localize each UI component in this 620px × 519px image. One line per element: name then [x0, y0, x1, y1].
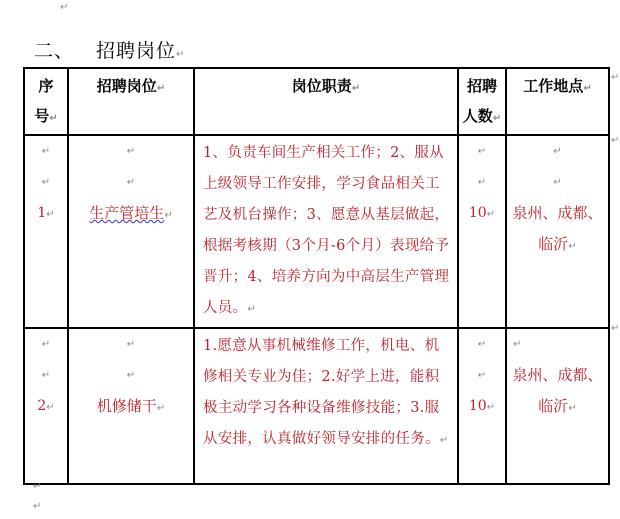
paragraph-mark: ↵ [46, 209, 55, 220]
count-value [459, 198, 505, 230]
row-end-mark: ↵ [611, 135, 620, 146]
paragraph-mark: ↵ [33, 481, 42, 492]
table-row [24, 328, 609, 484]
cell-seq [24, 328, 68, 484]
heading-number: 二、 [34, 40, 75, 62]
header-count [458, 68, 506, 135]
header-position [68, 68, 194, 135]
location-line1: 泉州、成都、 [512, 204, 603, 222]
paragraph-mark: ↵ [126, 370, 136, 381]
paragraph-mark: ↵ [126, 146, 136, 157]
paragraph-mark: ↵ [477, 339, 487, 350]
paragraph-mark: ↵ [583, 83, 592, 94]
paragraph-mark: ↵ [477, 177, 487, 188]
heading-title: 招聘岗位 [96, 40, 177, 62]
count-text: 10 [468, 205, 487, 221]
paragraph-mark: ↵ [553, 177, 562, 188]
row-end-mark: ↵ [611, 323, 620, 334]
paragraph-mark: ↵ [33, 501, 42, 512]
row-end-mark: ↵ [611, 72, 620, 83]
seq-text: 1 [37, 205, 47, 221]
paragraph-mark: ↵ [46, 402, 55, 413]
paragraph-mark: ↵ [553, 146, 562, 157]
header-count-text: 人数 [462, 107, 493, 125]
cell-count [458, 135, 506, 328]
header-count-line1: 招聘 [466, 77, 497, 95]
location-line2 [507, 391, 608, 424]
position-text: 机修储干 [96, 397, 157, 415]
header-location [506, 68, 609, 135]
paragraph-mark: ↵ [439, 435, 449, 446]
paragraph-mark: ↵ [41, 339, 51, 350]
header-count-line2 [459, 101, 505, 134]
paragraph-mark: ↵ [41, 146, 51, 157]
paragraph-mark: ↵ [568, 241, 577, 252]
cell-position [68, 135, 194, 328]
header-position-text: 招聘岗位 [96, 77, 157, 95]
paragraph-mark: ↵ [126, 339, 136, 350]
duties-text: 1.愿意从事机械维修工作，机电、机修相关专业为佳；2.好学上进，能积极主动学习各种设备维修技能；3.服从安排，认真做好领导安排的任务。 [203, 338, 440, 447]
paragraph-mark: ↵ [247, 304, 257, 315]
location-line2 [507, 229, 608, 262]
paragraph-mark: ↵ [486, 402, 496, 413]
paragraph-mark: ↵ [486, 209, 496, 220]
header-duties-text: 岗位职责 [291, 77, 352, 95]
paragraph-mark: ↵ [513, 339, 522, 350]
position-text: 生产管培生 [89, 204, 165, 222]
table-row [24, 135, 609, 328]
header-duties [194, 68, 458, 135]
paragraph-mark: ↵ [351, 83, 361, 94]
seq-value [25, 198, 67, 230]
paragraph-mark: ↵ [176, 49, 186, 60]
count-text: 10 [468, 398, 487, 414]
paragraph-mark: ↵ [41, 370, 51, 381]
position-value [69, 391, 193, 424]
paragraph-mark: ↵ [60, 2, 69, 13]
location-text: 临沂 [538, 235, 569, 253]
paragraph-mark: ↵ [41, 177, 51, 188]
seq-value [25, 391, 67, 423]
paragraph-mark: ↵ [49, 113, 58, 124]
cell-seq [24, 135, 68, 328]
count-value [459, 391, 505, 423]
paragraph-mark: ↵ [164, 210, 173, 221]
recruitment-table [23, 67, 610, 485]
position-value [69, 198, 193, 231]
header-seq-line2 [25, 101, 67, 134]
section-heading [34, 36, 185, 63]
paragraph-mark: ↵ [492, 113, 502, 124]
paragraph-mark: ↵ [568, 403, 577, 414]
cell-duties [194, 135, 458, 328]
location-line1: 泉州、成都、 [512, 366, 603, 384]
cell-position [68, 328, 194, 484]
location-text: 临沂 [538, 397, 569, 415]
header-seq-line1: 序 [38, 77, 54, 95]
header-location-text: 工作地点 [523, 77, 584, 95]
duties-text: 1、负责车间生产相关工作；2、服从上级领导工作安排，学习食品相关工艺及机台操作；3、愿意从基层做起，根据考核期（3个月-6个月）表现给予晋升；4、培养方向为中高层生产管理人员。 [203, 145, 450, 316]
paragraph-mark: ↵ [477, 146, 487, 157]
cell-location [506, 135, 609, 328]
table-header-row [24, 68, 609, 135]
cell-duties [194, 328, 458, 484]
paragraph-mark: ↵ [156, 403, 166, 414]
seq-text: 2 [37, 398, 47, 414]
paragraph-mark: ↵ [126, 177, 136, 188]
cell-location [506, 328, 609, 484]
paragraph-mark: ↵ [156, 83, 166, 94]
header-seq [24, 68, 68, 135]
cell-count [458, 328, 506, 484]
header-seq-text: 号 [34, 107, 50, 125]
paragraph-mark: ↵ [477, 370, 487, 381]
